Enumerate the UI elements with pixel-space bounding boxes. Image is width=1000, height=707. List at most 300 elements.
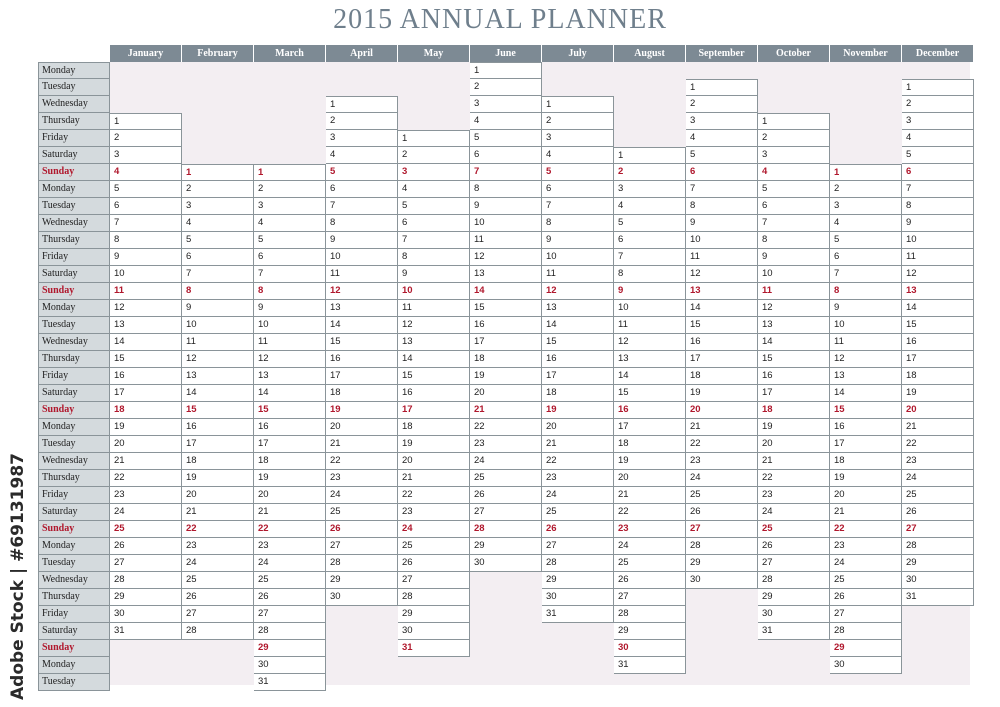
date-cell[interactable]: 5 <box>830 232 902 249</box>
date-cell[interactable]: 1 <box>110 113 182 130</box>
date-cell[interactable]: 10 <box>398 283 470 300</box>
date-cell[interactable]: 26 <box>758 538 830 555</box>
date-cell[interactable]: 22 <box>686 436 758 453</box>
date-cell[interactable]: 7 <box>326 198 398 215</box>
date-cell[interactable]: 21 <box>182 504 254 521</box>
date-cell[interactable]: 22 <box>110 470 182 487</box>
date-cell[interactable]: 15 <box>902 317 974 334</box>
date-cell[interactable]: 2 <box>470 79 542 96</box>
date-cell[interactable]: 5 <box>398 198 470 215</box>
date-cell[interactable]: 16 <box>182 419 254 436</box>
date-cell[interactable]: 8 <box>182 283 254 300</box>
date-cell[interactable]: 26 <box>470 487 542 504</box>
date-cell[interactable]: 24 <box>542 487 614 504</box>
date-cell[interactable]: 7 <box>110 215 182 232</box>
date-cell[interactable]: 26 <box>614 572 686 589</box>
date-cell[interactable]: 4 <box>182 215 254 232</box>
date-cell[interactable]: 2 <box>686 96 758 113</box>
date-cell[interactable]: 12 <box>902 266 974 283</box>
date-cell[interactable]: 22 <box>398 487 470 504</box>
date-cell[interactable]: 9 <box>614 283 686 300</box>
date-cell[interactable]: 8 <box>110 232 182 249</box>
date-cell[interactable]: 21 <box>470 402 542 419</box>
date-cell[interactable]: 5 <box>110 181 182 198</box>
date-cell[interactable]: 28 <box>758 572 830 589</box>
date-cell[interactable]: 2 <box>110 130 182 147</box>
date-cell[interactable]: 25 <box>686 487 758 504</box>
date-cell[interactable]: 2 <box>254 181 326 198</box>
date-cell[interactable]: 24 <box>902 470 974 487</box>
date-cell[interactable]: 14 <box>902 300 974 317</box>
date-cell[interactable]: 28 <box>830 623 902 640</box>
date-cell[interactable]: 17 <box>470 334 542 351</box>
date-cell[interactable]: 19 <box>470 368 542 385</box>
date-cell[interactable]: 2 <box>542 113 614 130</box>
date-cell[interactable]: 6 <box>542 181 614 198</box>
date-cell[interactable]: 1 <box>830 164 902 181</box>
date-cell[interactable]: 29 <box>614 623 686 640</box>
date-cell[interactable]: 26 <box>182 589 254 606</box>
date-cell[interactable]: 10 <box>830 317 902 334</box>
date-cell[interactable]: 15 <box>254 402 326 419</box>
date-cell[interactable]: 29 <box>110 589 182 606</box>
date-cell[interactable]: 11 <box>398 300 470 317</box>
date-cell[interactable]: 31 <box>902 589 974 606</box>
date-cell[interactable]: 14 <box>110 334 182 351</box>
date-cell[interactable]: 31 <box>254 674 326 691</box>
date-cell[interactable]: 11 <box>182 334 254 351</box>
date-cell[interactable]: 16 <box>254 419 326 436</box>
date-cell[interactable]: 13 <box>326 300 398 317</box>
date-cell[interactable]: 20 <box>830 487 902 504</box>
date-cell[interactable]: 30 <box>470 555 542 572</box>
date-cell[interactable]: 15 <box>830 402 902 419</box>
date-cell[interactable]: 30 <box>830 657 902 674</box>
date-cell[interactable]: 10 <box>686 232 758 249</box>
date-cell[interactable]: 12 <box>110 300 182 317</box>
date-cell[interactable]: 2 <box>758 130 830 147</box>
date-cell[interactable]: 23 <box>902 453 974 470</box>
date-cell[interactable]: 5 <box>470 130 542 147</box>
date-cell[interactable]: 23 <box>398 504 470 521</box>
date-cell[interactable]: 5 <box>182 232 254 249</box>
date-cell[interactable]: 9 <box>254 300 326 317</box>
date-cell[interactable]: 20 <box>614 470 686 487</box>
date-cell[interactable]: 12 <box>542 283 614 300</box>
date-cell[interactable]: 27 <box>470 504 542 521</box>
date-cell[interactable]: 15 <box>398 368 470 385</box>
date-cell[interactable]: 4 <box>686 130 758 147</box>
date-cell[interactable]: 27 <box>542 538 614 555</box>
date-cell[interactable]: 14 <box>830 385 902 402</box>
date-cell[interactable]: 8 <box>470 181 542 198</box>
date-cell[interactable]: 27 <box>110 555 182 572</box>
date-cell[interactable]: 25 <box>830 572 902 589</box>
date-cell[interactable]: 14 <box>542 317 614 334</box>
date-cell[interactable]: 15 <box>182 402 254 419</box>
date-cell[interactable]: 31 <box>542 606 614 623</box>
date-cell[interactable]: 26 <box>902 504 974 521</box>
date-cell[interactable]: 18 <box>902 368 974 385</box>
date-cell[interactable]: 12 <box>470 249 542 266</box>
date-cell[interactable]: 2 <box>830 181 902 198</box>
date-cell[interactable]: 18 <box>758 402 830 419</box>
date-cell[interactable]: 9 <box>110 249 182 266</box>
date-cell[interactable]: 10 <box>182 317 254 334</box>
date-cell[interactable]: 30 <box>110 606 182 623</box>
date-cell[interactable]: 20 <box>686 402 758 419</box>
date-cell[interactable]: 6 <box>398 215 470 232</box>
date-cell[interactable]: 18 <box>254 453 326 470</box>
date-cell[interactable]: 28 <box>470 521 542 538</box>
date-cell[interactable]: 10 <box>902 232 974 249</box>
date-cell[interactable]: 22 <box>758 470 830 487</box>
date-cell[interactable]: 26 <box>398 555 470 572</box>
date-cell[interactable]: 14 <box>254 385 326 402</box>
date-cell[interactable]: 27 <box>830 606 902 623</box>
date-cell[interactable]: 10 <box>110 266 182 283</box>
date-cell[interactable]: 30 <box>542 589 614 606</box>
date-cell[interactable]: 8 <box>542 215 614 232</box>
date-cell[interactable]: 23 <box>326 470 398 487</box>
date-cell[interactable]: 21 <box>830 504 902 521</box>
date-cell[interactable]: 10 <box>542 249 614 266</box>
date-cell[interactable]: 22 <box>182 521 254 538</box>
date-cell[interactable]: 24 <box>326 487 398 504</box>
date-cell[interactable]: 14 <box>326 317 398 334</box>
date-cell[interactable]: 4 <box>902 130 974 147</box>
date-cell[interactable]: 4 <box>110 164 182 181</box>
date-cell[interactable]: 29 <box>326 572 398 589</box>
date-cell[interactable]: 1 <box>614 147 686 164</box>
date-cell[interactable]: 1 <box>758 113 830 130</box>
date-cell[interactable]: 15 <box>686 317 758 334</box>
date-cell[interactable]: 11 <box>686 249 758 266</box>
date-cell[interactable]: 13 <box>902 283 974 300</box>
date-cell[interactable]: 17 <box>686 351 758 368</box>
date-cell[interactable]: 18 <box>182 453 254 470</box>
date-cell[interactable]: 2 <box>182 181 254 198</box>
date-cell[interactable]: 5 <box>686 147 758 164</box>
date-cell[interactable]: 4 <box>398 181 470 198</box>
date-cell[interactable]: 4 <box>830 215 902 232</box>
date-cell[interactable]: 12 <box>398 317 470 334</box>
date-cell[interactable]: 10 <box>254 317 326 334</box>
date-cell[interactable]: 20 <box>542 419 614 436</box>
date-cell[interactable]: 20 <box>110 436 182 453</box>
date-cell[interactable]: 29 <box>542 572 614 589</box>
date-cell[interactable]: 31 <box>758 623 830 640</box>
date-cell[interactable]: 8 <box>830 283 902 300</box>
date-cell[interactable]: 3 <box>470 96 542 113</box>
date-cell[interactable]: 4 <box>758 164 830 181</box>
date-cell[interactable]: 23 <box>254 538 326 555</box>
date-cell[interactable]: 30 <box>254 657 326 674</box>
date-cell[interactable]: 24 <box>830 555 902 572</box>
date-cell[interactable]: 7 <box>614 249 686 266</box>
date-cell[interactable]: 22 <box>470 419 542 436</box>
date-cell[interactable]: 4 <box>542 147 614 164</box>
date-cell[interactable]: 13 <box>686 283 758 300</box>
date-cell[interactable]: 17 <box>254 436 326 453</box>
date-cell[interactable]: 13 <box>398 334 470 351</box>
date-cell[interactable]: 19 <box>182 470 254 487</box>
date-cell[interactable]: 5 <box>254 232 326 249</box>
date-cell[interactable]: 10 <box>326 249 398 266</box>
date-cell[interactable]: 12 <box>326 283 398 300</box>
date-cell[interactable]: 8 <box>326 215 398 232</box>
date-cell[interactable]: 28 <box>326 555 398 572</box>
date-cell[interactable]: 13 <box>470 266 542 283</box>
date-cell[interactable]: 3 <box>182 198 254 215</box>
date-cell[interactable]: 6 <box>902 164 974 181</box>
date-cell[interactable]: 11 <box>758 283 830 300</box>
date-cell[interactable]: 24 <box>182 555 254 572</box>
date-cell[interactable]: 23 <box>830 538 902 555</box>
date-cell[interactable]: 27 <box>614 589 686 606</box>
date-cell[interactable]: 9 <box>398 266 470 283</box>
date-cell[interactable]: 9 <box>758 249 830 266</box>
date-cell[interactable]: 30 <box>326 589 398 606</box>
date-cell[interactable]: 11 <box>470 232 542 249</box>
date-cell[interactable]: 13 <box>614 351 686 368</box>
date-cell[interactable]: 18 <box>110 402 182 419</box>
date-cell[interactable]: 21 <box>254 504 326 521</box>
date-cell[interactable]: 11 <box>254 334 326 351</box>
date-cell[interactable]: 26 <box>542 521 614 538</box>
date-cell[interactable]: 19 <box>830 470 902 487</box>
date-cell[interactable]: 5 <box>758 181 830 198</box>
date-cell[interactable]: 17 <box>902 351 974 368</box>
date-cell[interactable]: 16 <box>758 368 830 385</box>
date-cell[interactable]: 6 <box>614 232 686 249</box>
date-cell[interactable]: 8 <box>902 198 974 215</box>
date-cell[interactable]: 16 <box>902 334 974 351</box>
date-cell[interactable]: 19 <box>758 419 830 436</box>
date-cell[interactable]: 23 <box>542 470 614 487</box>
date-cell[interactable]: 26 <box>830 589 902 606</box>
date-cell[interactable]: 17 <box>182 436 254 453</box>
date-cell[interactable]: 7 <box>254 266 326 283</box>
date-cell[interactable]: 16 <box>686 334 758 351</box>
date-cell[interactable]: 11 <box>830 334 902 351</box>
date-cell[interactable]: 12 <box>254 351 326 368</box>
date-cell[interactable]: 30 <box>614 640 686 657</box>
date-cell[interactable]: 8 <box>758 232 830 249</box>
date-cell[interactable]: 22 <box>902 436 974 453</box>
date-cell[interactable]: 21 <box>326 436 398 453</box>
date-cell[interactable]: 7 <box>398 232 470 249</box>
date-cell[interactable]: 25 <box>470 470 542 487</box>
date-cell[interactable]: 25 <box>326 504 398 521</box>
date-cell[interactable]: 12 <box>182 351 254 368</box>
date-cell[interactable]: 26 <box>686 504 758 521</box>
date-cell[interactable]: 15 <box>470 300 542 317</box>
date-cell[interactable]: 1 <box>542 96 614 113</box>
date-cell[interactable]: 7 <box>470 164 542 181</box>
date-cell[interactable]: 30 <box>398 623 470 640</box>
date-cell[interactable]: 19 <box>326 402 398 419</box>
date-cell[interactable]: 21 <box>686 419 758 436</box>
date-cell[interactable]: 2 <box>614 164 686 181</box>
date-cell[interactable]: 17 <box>830 436 902 453</box>
date-cell[interactable]: 23 <box>758 487 830 504</box>
date-cell[interactable]: 16 <box>398 385 470 402</box>
date-cell[interactable]: 13 <box>110 317 182 334</box>
date-cell[interactable]: 3 <box>902 113 974 130</box>
date-cell[interactable]: 30 <box>686 572 758 589</box>
date-cell[interactable]: 17 <box>110 385 182 402</box>
date-cell[interactable]: 28 <box>902 538 974 555</box>
date-cell[interactable]: 7 <box>686 181 758 198</box>
date-cell[interactable]: 22 <box>614 504 686 521</box>
date-cell[interactable]: 1 <box>470 62 542 79</box>
date-cell[interactable]: 17 <box>398 402 470 419</box>
date-cell[interactable]: 24 <box>110 504 182 521</box>
date-cell[interactable]: 10 <box>614 300 686 317</box>
date-cell[interactable]: 16 <box>470 317 542 334</box>
date-cell[interactable]: 6 <box>182 249 254 266</box>
date-cell[interactable]: 4 <box>470 113 542 130</box>
date-cell[interactable]: 6 <box>758 198 830 215</box>
date-cell[interactable]: 19 <box>398 436 470 453</box>
date-cell[interactable]: 6 <box>686 164 758 181</box>
date-cell[interactable]: 24 <box>398 521 470 538</box>
date-cell[interactable]: 3 <box>326 130 398 147</box>
date-cell[interactable]: 1 <box>254 164 326 181</box>
date-cell[interactable]: 13 <box>254 368 326 385</box>
date-cell[interactable]: 20 <box>398 453 470 470</box>
date-cell[interactable]: 25 <box>542 504 614 521</box>
date-cell[interactable]: 12 <box>758 300 830 317</box>
date-cell[interactable]: 8 <box>398 249 470 266</box>
date-cell[interactable]: 23 <box>686 453 758 470</box>
date-cell[interactable]: 17 <box>542 368 614 385</box>
date-cell[interactable]: 8 <box>686 198 758 215</box>
date-cell[interactable]: 9 <box>326 232 398 249</box>
date-cell[interactable]: 15 <box>614 385 686 402</box>
date-cell[interactable]: 15 <box>758 351 830 368</box>
date-cell[interactable]: 3 <box>398 164 470 181</box>
date-cell[interactable]: 14 <box>686 300 758 317</box>
date-cell[interactable]: 6 <box>470 147 542 164</box>
date-cell[interactable]: 30 <box>758 606 830 623</box>
date-cell[interactable]: 29 <box>686 555 758 572</box>
date-cell[interactable]: 23 <box>470 436 542 453</box>
date-cell[interactable]: 27 <box>254 606 326 623</box>
date-cell[interactable]: 10 <box>470 215 542 232</box>
date-cell[interactable]: 25 <box>902 487 974 504</box>
date-cell[interactable]: 6 <box>254 249 326 266</box>
date-cell[interactable]: 28 <box>182 623 254 640</box>
date-cell[interactable]: 18 <box>830 453 902 470</box>
date-cell[interactable]: 3 <box>110 147 182 164</box>
date-cell[interactable]: 9 <box>830 300 902 317</box>
date-cell[interactable]: 16 <box>542 351 614 368</box>
date-cell[interactable]: 25 <box>758 521 830 538</box>
date-cell[interactable]: 24 <box>470 453 542 470</box>
date-cell[interactable]: 5 <box>614 215 686 232</box>
date-cell[interactable]: 20 <box>254 487 326 504</box>
date-cell[interactable]: 7 <box>182 266 254 283</box>
date-cell[interactable]: 27 <box>398 572 470 589</box>
date-cell[interactable]: 1 <box>686 79 758 96</box>
date-cell[interactable]: 28 <box>542 555 614 572</box>
date-cell[interactable]: 3 <box>758 147 830 164</box>
date-cell[interactable]: 27 <box>902 521 974 538</box>
date-cell[interactable]: 22 <box>542 453 614 470</box>
date-cell[interactable]: 19 <box>542 402 614 419</box>
date-cell[interactable]: 11 <box>542 266 614 283</box>
date-cell[interactable]: 20 <box>470 385 542 402</box>
date-cell[interactable]: 29 <box>830 640 902 657</box>
date-cell[interactable]: 6 <box>110 198 182 215</box>
date-cell[interactable]: 1 <box>326 96 398 113</box>
date-cell[interactable]: 2 <box>902 96 974 113</box>
date-cell[interactable]: 29 <box>902 555 974 572</box>
date-cell[interactable]: 26 <box>326 521 398 538</box>
date-cell[interactable]: 9 <box>686 215 758 232</box>
date-cell[interactable]: 18 <box>470 351 542 368</box>
date-cell[interactable]: 31 <box>614 657 686 674</box>
date-cell[interactable]: 15 <box>110 351 182 368</box>
date-cell[interactable]: 31 <box>110 623 182 640</box>
date-cell[interactable]: 18 <box>398 419 470 436</box>
date-cell[interactable]: 17 <box>758 385 830 402</box>
date-cell[interactable]: 11 <box>614 317 686 334</box>
date-cell[interactable]: 21 <box>110 453 182 470</box>
date-cell[interactable]: 30 <box>902 572 974 589</box>
date-cell[interactable]: 19 <box>110 419 182 436</box>
date-cell[interactable]: 18 <box>686 368 758 385</box>
date-cell[interactable]: 7 <box>542 198 614 215</box>
date-cell[interactable]: 1 <box>398 130 470 147</box>
date-cell[interactable]: 24 <box>686 470 758 487</box>
date-cell[interactable]: 20 <box>326 419 398 436</box>
date-cell[interactable]: 19 <box>902 385 974 402</box>
date-cell[interactable]: 6 <box>830 249 902 266</box>
date-cell[interactable]: 23 <box>614 521 686 538</box>
date-cell[interactable]: 29 <box>254 640 326 657</box>
date-cell[interactable]: 14 <box>758 334 830 351</box>
date-cell[interactable]: 20 <box>758 436 830 453</box>
date-cell[interactable]: 27 <box>326 538 398 555</box>
date-cell[interactable]: 12 <box>614 334 686 351</box>
date-cell[interactable]: 4 <box>326 147 398 164</box>
date-cell[interactable]: 23 <box>110 487 182 504</box>
date-cell[interactable]: 12 <box>686 266 758 283</box>
date-cell[interactable]: 9 <box>542 232 614 249</box>
date-cell[interactable]: 3 <box>254 198 326 215</box>
date-cell[interactable]: 14 <box>470 283 542 300</box>
date-cell[interactable]: 3 <box>686 113 758 130</box>
date-cell[interactable]: 21 <box>902 419 974 436</box>
date-cell[interactable]: 16 <box>614 402 686 419</box>
date-cell[interactable]: 4 <box>614 198 686 215</box>
date-cell[interactable]: 5 <box>542 164 614 181</box>
date-cell[interactable]: 21 <box>542 436 614 453</box>
date-cell[interactable]: 17 <box>326 368 398 385</box>
date-cell[interactable]: 23 <box>182 538 254 555</box>
date-cell[interactable]: 29 <box>470 538 542 555</box>
date-cell[interactable]: 24 <box>254 555 326 572</box>
date-cell[interactable]: 10 <box>758 266 830 283</box>
date-cell[interactable]: 25 <box>110 521 182 538</box>
date-cell[interactable]: 27 <box>182 606 254 623</box>
date-cell[interactable]: 26 <box>110 538 182 555</box>
date-cell[interactable]: 14 <box>614 368 686 385</box>
date-cell[interactable]: 17 <box>614 419 686 436</box>
